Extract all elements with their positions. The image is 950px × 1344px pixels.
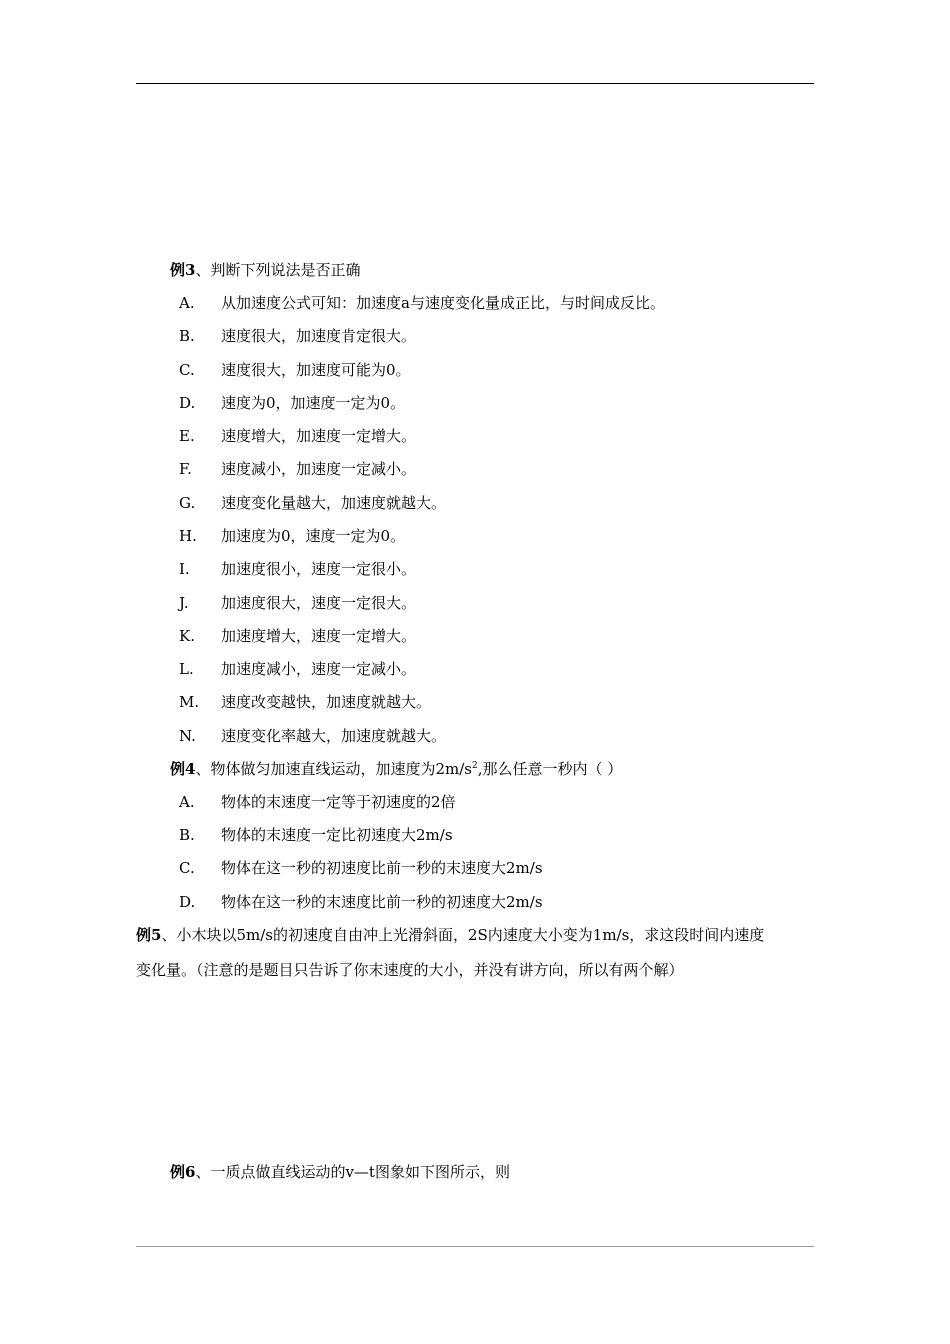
option-text: 速度很大，加速度可能为0。 — [221, 361, 411, 379]
option-letter: E. — [179, 427, 195, 445]
example-6-stem: 、一质点做直线运动的v—t图象如下图所示，则 — [195, 1163, 510, 1181]
example-3-label: 例3 — [170, 261, 196, 279]
option-letter: L. — [179, 660, 194, 678]
example-4-stem-part2: ,那么任意一秒内（ ） — [477, 760, 623, 778]
option-text: 速度减小，加速度一定减小。 — [221, 460, 417, 478]
option-text: 加速度减小，速度一定减小。 — [221, 660, 417, 678]
example-6-label: 例6 — [170, 1163, 196, 1181]
option-letter: F. — [179, 460, 192, 478]
example-3-stem: 、判断下列说法是否正确 — [195, 261, 361, 279]
header-rule — [136, 83, 814, 84]
example-6-heading — [170, 1162, 510, 1182]
option-letter: D. — [179, 893, 196, 911]
example-5-label: 例5 — [136, 926, 162, 944]
example-4-heading — [170, 759, 622, 779]
option-letter: I. — [179, 560, 190, 578]
option-letter: B. — [179, 327, 195, 345]
option-text: 速度变化量越大，加速度就越大。 — [221, 494, 447, 512]
option-text: 速度变化率越大，加速度就越大。 — [221, 727, 447, 745]
option-text: 物体的末速度一定等于初速度的2倍 — [221, 793, 456, 811]
example-4-label: 例4 — [170, 760, 196, 778]
option-text: 物体在这一秒的初速度比前一秒的末速度大2m/s — [221, 859, 543, 877]
example-3-heading — [170, 260, 360, 280]
option-letter: D. — [179, 394, 196, 412]
option-text: 加速度为0，速度一定为0。 — [221, 527, 406, 545]
example-4-stem-part1: 、物体做匀加速直线运动，加速度为2m/s — [195, 760, 472, 778]
option-letter: H. — [179, 527, 197, 545]
option-letter: K. — [179, 627, 195, 645]
example-5-text-2: 变化量。（注意的是题目只告诉了你末速度的大小，并没有讲方向，所以有两个解） — [136, 961, 684, 979]
footer-rule — [136, 1246, 814, 1247]
option-text: 速度增大，加速度一定增大。 — [221, 427, 417, 445]
example-5-text-1: 、小木块以5m/s的初速度自由冲上光滑斜面，2S内速度大小变为1m/s，求这段时间内速度 — [161, 926, 765, 944]
option-text: 速度改变越快，加速度就越大。 — [221, 693, 432, 711]
option-letter: J. — [179, 594, 189, 612]
option-text: 从加速度公式可知：加速度a与速度变化量成正比，与时间成反比。 — [221, 294, 665, 312]
option-letter: N. — [179, 727, 196, 745]
option-letter: A. — [179, 294, 195, 312]
option-text: 速度很大，加速度肯定很大。 — [221, 327, 417, 345]
option-text: 速度为0，加速度一定为0。 — [221, 394, 406, 412]
example-5-line-2 — [136, 960, 684, 980]
example-4-exponent: 2 — [471, 761, 478, 771]
option-letter: B. — [179, 826, 195, 844]
option-letter: M. — [179, 693, 200, 711]
option-letter: C. — [179, 361, 195, 379]
option-text: 物体的末速度一定比初速度大2m/s — [221, 826, 453, 844]
option-letter: A. — [179, 793, 195, 811]
option-letter: C. — [179, 859, 195, 877]
option-text: 物体在这一秒的末速度比前一秒的初速度大2m/s — [221, 893, 543, 911]
option-text: 加速度很大，速度一定很大。 — [221, 594, 417, 612]
example-5-line-1 — [136, 925, 764, 945]
option-text: 加速度增大，速度一定增大。 — [221, 627, 417, 645]
option-letter: G. — [179, 494, 196, 512]
option-text: 加速度很小，速度一定很小。 — [221, 560, 417, 578]
